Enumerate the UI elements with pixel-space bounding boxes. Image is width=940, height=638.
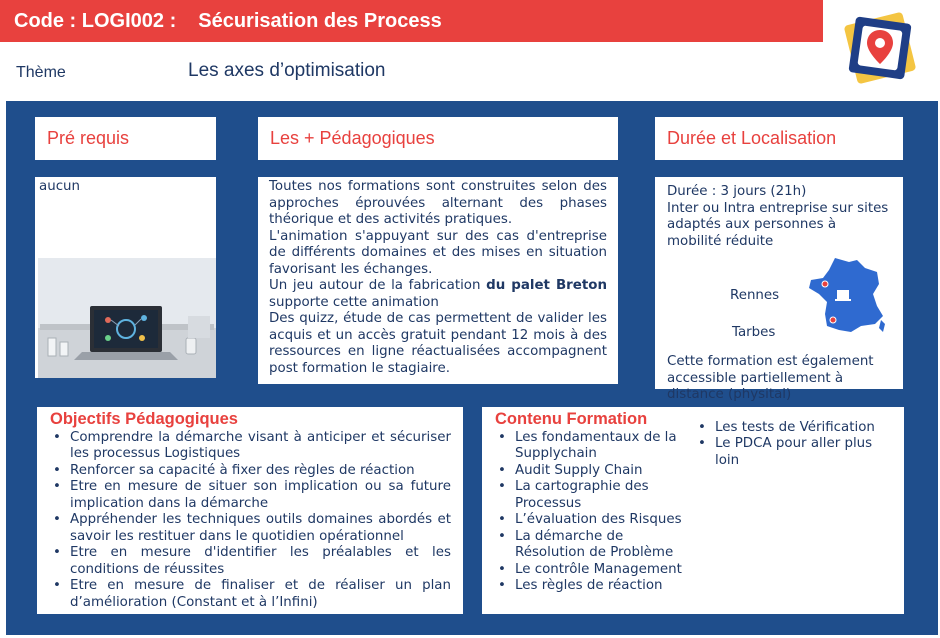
course-code: Code : LOGI002 : [14,9,177,32]
list-item: • L’évaluation des Risques [495,512,695,529]
list-item: • La démarche de Résolution de Problème [495,529,695,562]
list-item: • Appréhender les techniques outils domaines abordés et savoir les restituer dans le quotidien opérationnel [50,512,451,545]
objectifs-list [50,430,451,612]
duree-distance: Cette formation est également accessible partiellement à distance (physital) [667,354,874,402]
list-item: • Le PDCA pour aller plus loin [695,436,881,469]
france-map-icon [805,254,887,336]
city-rennes: Rennes [730,288,780,303]
duree-duration: Durée : 3 jours (21h) [667,184,807,199]
prerequis-title: Pré requis [47,128,130,148]
course-title: Sécurisation des Process [198,9,442,32]
duree-inter: Inter ou Intra entreprise sur sites adaptés aux personnes à mobilité réduite [667,200,889,249]
theme-value: Les axes d’optimisation [188,60,386,81]
list-item: • Les fondamentaux de la Supplychain [495,430,695,463]
objectifs-title: Objectifs Pédagogiques [50,410,238,428]
list-item: • Comprendre la démarche visant à anticiper et sécuriser les processus Logistiques [50,430,451,463]
header-bar [0,0,823,42]
contenu-list-1 [495,430,695,595]
objectifs-box [37,407,463,614]
list-item: • Etre en mesure de situer son implication ou sa future implication dans la démarche [50,479,451,512]
city-tarbes: Tarbes [732,325,776,340]
laptop-illustration-icon [38,258,216,378]
pedagogiques-title: Les + Pédagogiques [270,128,435,148]
pedagogiques-paragraph-4: Des quizz, étude de cas permettent de valider les acquis et un accès gratuit pendant 12 mois à des ressources en ligne réactualisées accompagnent post formation le stagiaire. [269,311,607,376]
pedagogiques-paragraph-1: Toutes nos formations sont construites selon des approches éprouvées alternant des phases théorique et des activités pratiques. [269,179,607,227]
pedagogiques-p3-start: Un jeu autour de la fabrication [269,278,481,293]
duree-title: Durée et Localisation [667,128,837,148]
pedagogiques-box [258,177,618,384]
contenu-title: Contenu Formation [495,410,648,428]
list-item: • Audit Supply Chain [495,463,695,480]
contenu-list-2 [695,420,881,595]
pedagogiques-p3-end: supporte cette animation [269,294,439,310]
pedagogiques-title-box [258,117,618,160]
pedagogiques-p3-bold: du palet Breton [486,278,607,293]
list-item: • Etre en mesure de finaliser et de réaliser un plan d’amélioration (Constant et à l’Infini) [50,578,451,611]
theme-label: Thème [16,64,66,81]
list-item: • Les tests de Vérification [695,420,881,437]
prerequis-title-box [35,117,216,160]
list-item: • Les règles de réaction [495,578,695,595]
contenu-box [482,407,904,614]
list-item: • Renforcer sa capacité à fixer des règles de réaction [50,463,451,480]
location-logo-icon [838,6,922,90]
list-item: • La cartographie des Processus [495,479,695,512]
prerequis-value: aucun [39,179,81,194]
duree-title-box [655,117,903,160]
list-item: • Le contrôle Management [495,562,695,579]
pedagogiques-paragraph-3 [269,278,607,311]
pedagogiques-paragraph-2: L'animation s'appuyant sur des cas d'entreprise de différents domaines et des mises en situation favorisant les échanges. [269,228,607,277]
list-item: • Etre en mesure d'identifier les préalables et les conditions de réussites [50,545,451,578]
laptop-photo [38,258,216,378]
